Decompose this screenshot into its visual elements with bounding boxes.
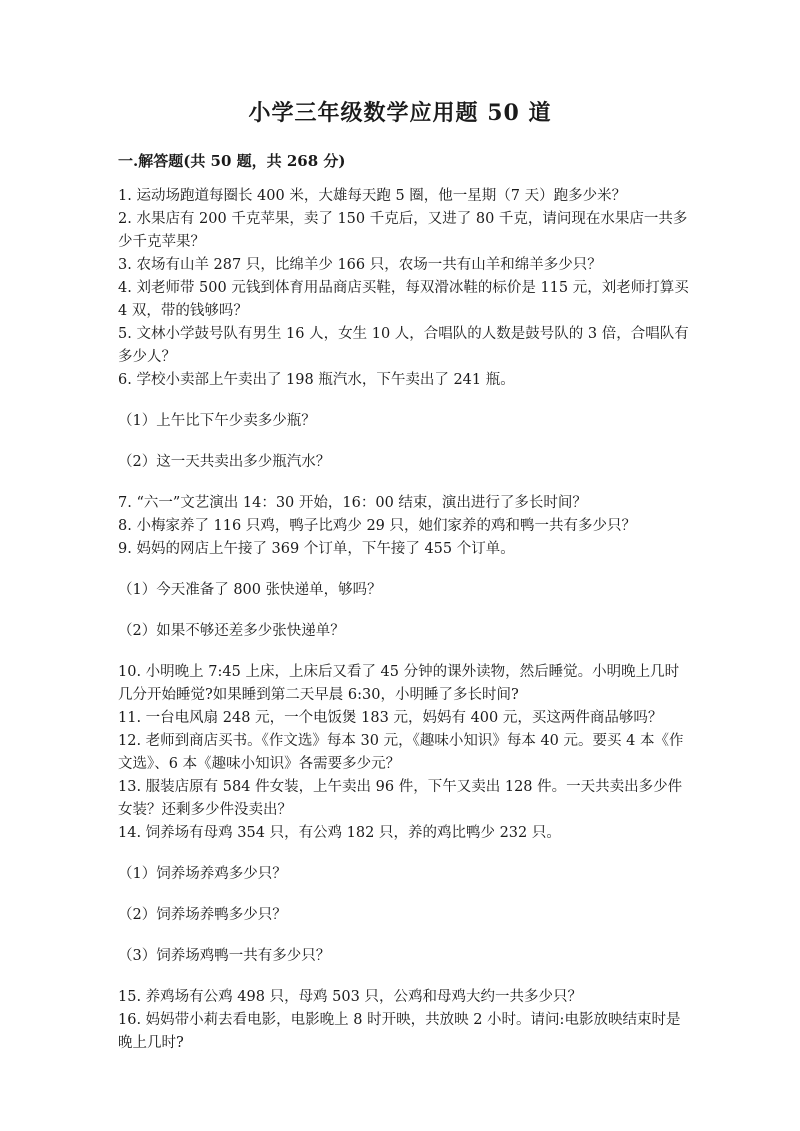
question-1: 1. 运动场跑道每圈长 400 米，大雄每天跑 5 圈，他一星期（7 天）跑多少米？ [118,188,627,204]
question-9-part-1: （1）今天准备了 800 张快递单，够吗？ [118,582,382,598]
question-5: 5. 文林小学鼓号队有男生 16 人，女生 10 人，合唱队的人数是鼓号队的 3 倍，合唱队有多少人？ [118,326,689,365]
question-12: 12. 老师到商店买书。《作文选》每本 30 元，《趣味小知识》每本 40 元。要买 4 本《作文选》、6 本《趣味小知识》各需要多少元？ [118,733,684,772]
question-7: 7. “六一”文艺演出 14：30 开始，16：00 结束，演出进行了多长时间？ [118,495,587,511]
question-2: 2. 水果店有 200 千克苹果，卖了 150 千克后，又进了 80 千克，请问现在水果店一共多少千克苹果？ [118,211,688,250]
question-14: 14. 饲养场有母鸡 354 只，有公鸡 182 只，养的鸡比鸭少 232 只。 [118,825,561,841]
question-16: 16. 妈妈带小莉去看电影，电影晚上 8 时开映，共放映 2 小时。请问:电影放映结束时是晚上几时? [118,1012,681,1051]
question-4: 4. 刘老师带 500 元钱到体育用品商店买鞋，每双滑冰鞋的标价是 115 元，刘老师打算买 4 双，带的钱够吗？ [118,280,689,319]
question-14-part-2: （2）饲养场养鸭多少只？ [118,907,287,923]
question-14-part-3: （3）饲养场鸡鸭一共有多少只？ [118,948,331,964]
question-8: 8. 小梅家养了 116 只鸡，鸭子比鸡少 29 只，她们家养的鸡和鸭一共有多少只？ [118,518,637,534]
question-6-part-2: （2）这一天共卖出多少瓶汽水？ [118,454,331,470]
question-15: 15. 养鸡场有公鸡 498 只，母鸡 503 只，公鸡和母鸡大约一共多少只？ [118,989,582,1005]
page-title: 小学三年级数学应用题 50 道 [248,100,552,126]
question-6: 6. 学校小卖部上午卖出了 198 瓶汽水，下午卖出了 241 瓶。 [118,372,515,388]
question-3: 3. 农场有山羊 287 只，比绵羊少 166 只，农场一共有山羊和绵羊多少只？ [118,257,602,273]
question-10: 10. 小明晚上 7:45 上床，上床后又看了 45 分钟的课外读物，然后睡觉。小明晚上几时几分开始睡觉?如果睡到第二天早晨 6:30，小明睡了多长时间? [118,664,680,703]
question-14-part-1: （1）饲养场养鸡多少只？ [118,866,287,882]
section-heading: 一.解答题(共 50 题，共 268 分) [118,152,346,170]
question-6-part-1: （1）上午比下午少卖多少瓶？ [118,413,316,429]
question-11: 11. 一台电风扇 248 元，一个电饭煲 183 元，妈妈有 400 元，买这两件商品够吗？ [118,710,663,726]
question-9-part-2: （2）如果不够还差多少张快递单？ [118,623,345,639]
question-9: 9. 妈妈的网店上午接了 369 个订单，下午接了 455 个订单。 [118,541,515,557]
question-list [118,185,690,1055]
question-13: 13. 服装店原有 584 件女装，上午卖出 96 件，下午又卖出 128 件。一天共卖出多少件女装？还剩多少件没卖出？ [118,779,683,818]
